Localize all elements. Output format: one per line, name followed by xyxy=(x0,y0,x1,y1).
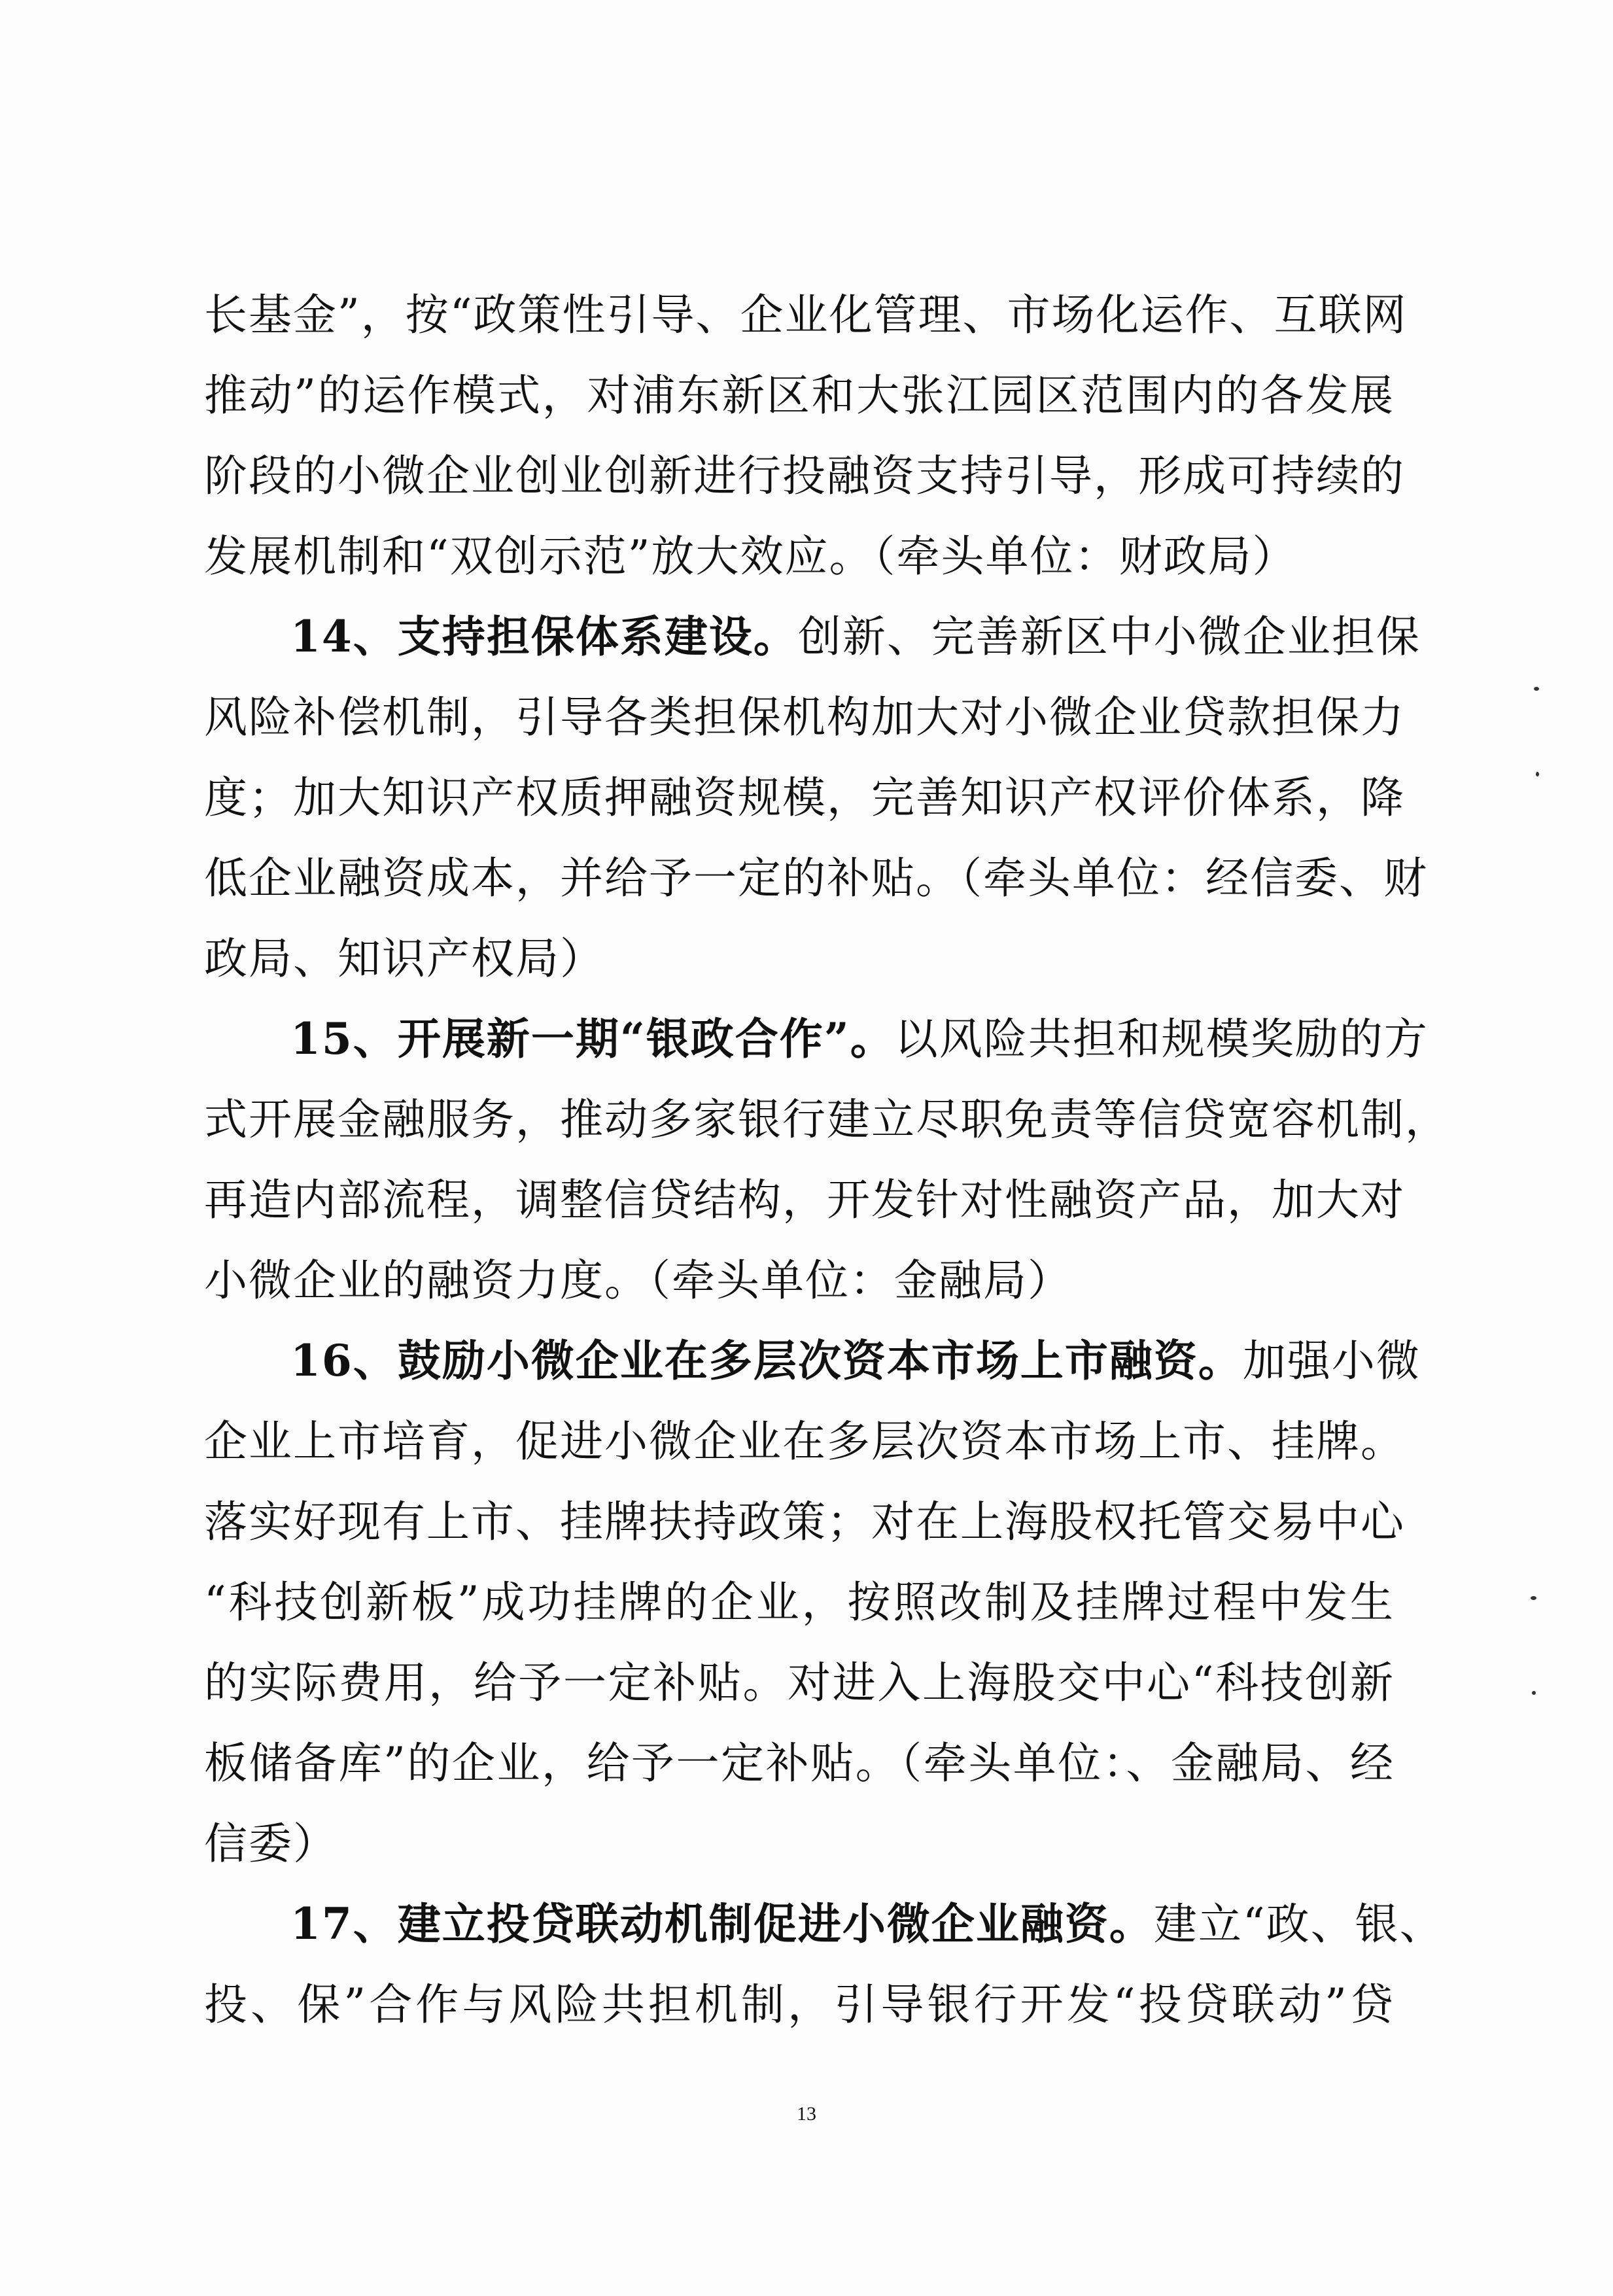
scan-speck xyxy=(1536,772,1539,776)
paragraph-line: 板储备库”的企业，给予一定补贴。（牵头单位：、金融局、经 xyxy=(204,1738,1395,1788)
scan-speck xyxy=(1532,1691,1536,1695)
paragraph-line: 阶段的小微企业创业创新进行投融资支持引导，形成可持续的 xyxy=(204,451,1405,501)
paragraph-line: 低企业融资成本，并给予一定的补贴。（牵头单位：经信委、财 xyxy=(204,853,1428,903)
paragraph-line: 政局、知识产权局） xyxy=(204,933,604,984)
paragraph-line: 发展机制和“双创示范”放大效应。（牵头单位：财政局） xyxy=(204,531,1297,582)
item-14-text: 创新、完善新区中小微企业担保 xyxy=(797,612,1421,662)
paragraph-line: 小微企业的融资力度。（牵头单位：金融局） xyxy=(204,1255,1072,1306)
paragraph-line: 落实好现有上市、挂牌扶持政策；对在上海股权托管交易中心 xyxy=(204,1497,1405,1547)
paragraph-line: 信委） xyxy=(204,1818,338,1869)
paragraph-line: 风险补偿机制，引导各类担保机构加大对小微企业贷款担保力 xyxy=(204,692,1405,742)
paragraph-line: 推动”的运作模式，对浦东新区和大张江园区范围内的各发展 xyxy=(204,370,1395,421)
paragraph-line: 长基金”，按“政策性引导、企业化管理、市场化运作、互联网 xyxy=(204,290,1408,340)
document-body xyxy=(204,275,1449,2045)
item-15-first-line xyxy=(204,999,1429,1079)
item-17-first-line xyxy=(204,1884,1444,1964)
item-15-text: 以风险共担和规模奖励的方 xyxy=(894,1014,1429,1064)
page-number: 13 xyxy=(797,2103,816,2125)
item-16-text: 加强小微 xyxy=(1242,1336,1421,1386)
paragraph-line: 投、保”合作与风险共担机制，引导银行开发“投贷联动”贷 xyxy=(204,1979,1395,2030)
item-14-heading: 14、支持担保体系建设。 xyxy=(290,611,798,662)
paragraph-line: 再造内部流程，调整信贷结构，开发针对性融资产品，加大对 xyxy=(204,1175,1405,1225)
scan-speck xyxy=(1534,687,1539,691)
item-16-first-line xyxy=(204,1321,1421,1401)
paragraph-line: 企业上市培育，促进小微企业在多层次资本市场上市、挂牌。 xyxy=(204,1416,1405,1467)
paragraph-line: “科技创新板”成功挂牌的企业，按照改制及挂牌过程中发生 xyxy=(204,1577,1395,1627)
paragraph-line: 的实际费用，给予一定补贴。对进入上海股交中心“科技创新 xyxy=(204,1658,1395,1708)
item-15-heading: 15、开展新一期“银政合作”。 xyxy=(290,1013,895,1064)
item-14-first-line xyxy=(204,597,1421,677)
item-17-heading: 17、建立投贷联动机制促进小微企业融资。 xyxy=(290,1898,1154,1949)
paragraph-line: 式开展金融服务，推动多家银行建立尽职免责等信贷宽容机制， xyxy=(204,1094,1449,1145)
paragraph-line: 度；加大知识产权质押融资规模，完善知识产权评价体系，降 xyxy=(204,773,1405,823)
item-16-heading: 16、鼓励小微企业在多层次资本市场上市融资。 xyxy=(290,1335,1243,1386)
item-17-text: 建立“政、银、 xyxy=(1153,1899,1444,1949)
scan-speck xyxy=(1531,1596,1536,1600)
